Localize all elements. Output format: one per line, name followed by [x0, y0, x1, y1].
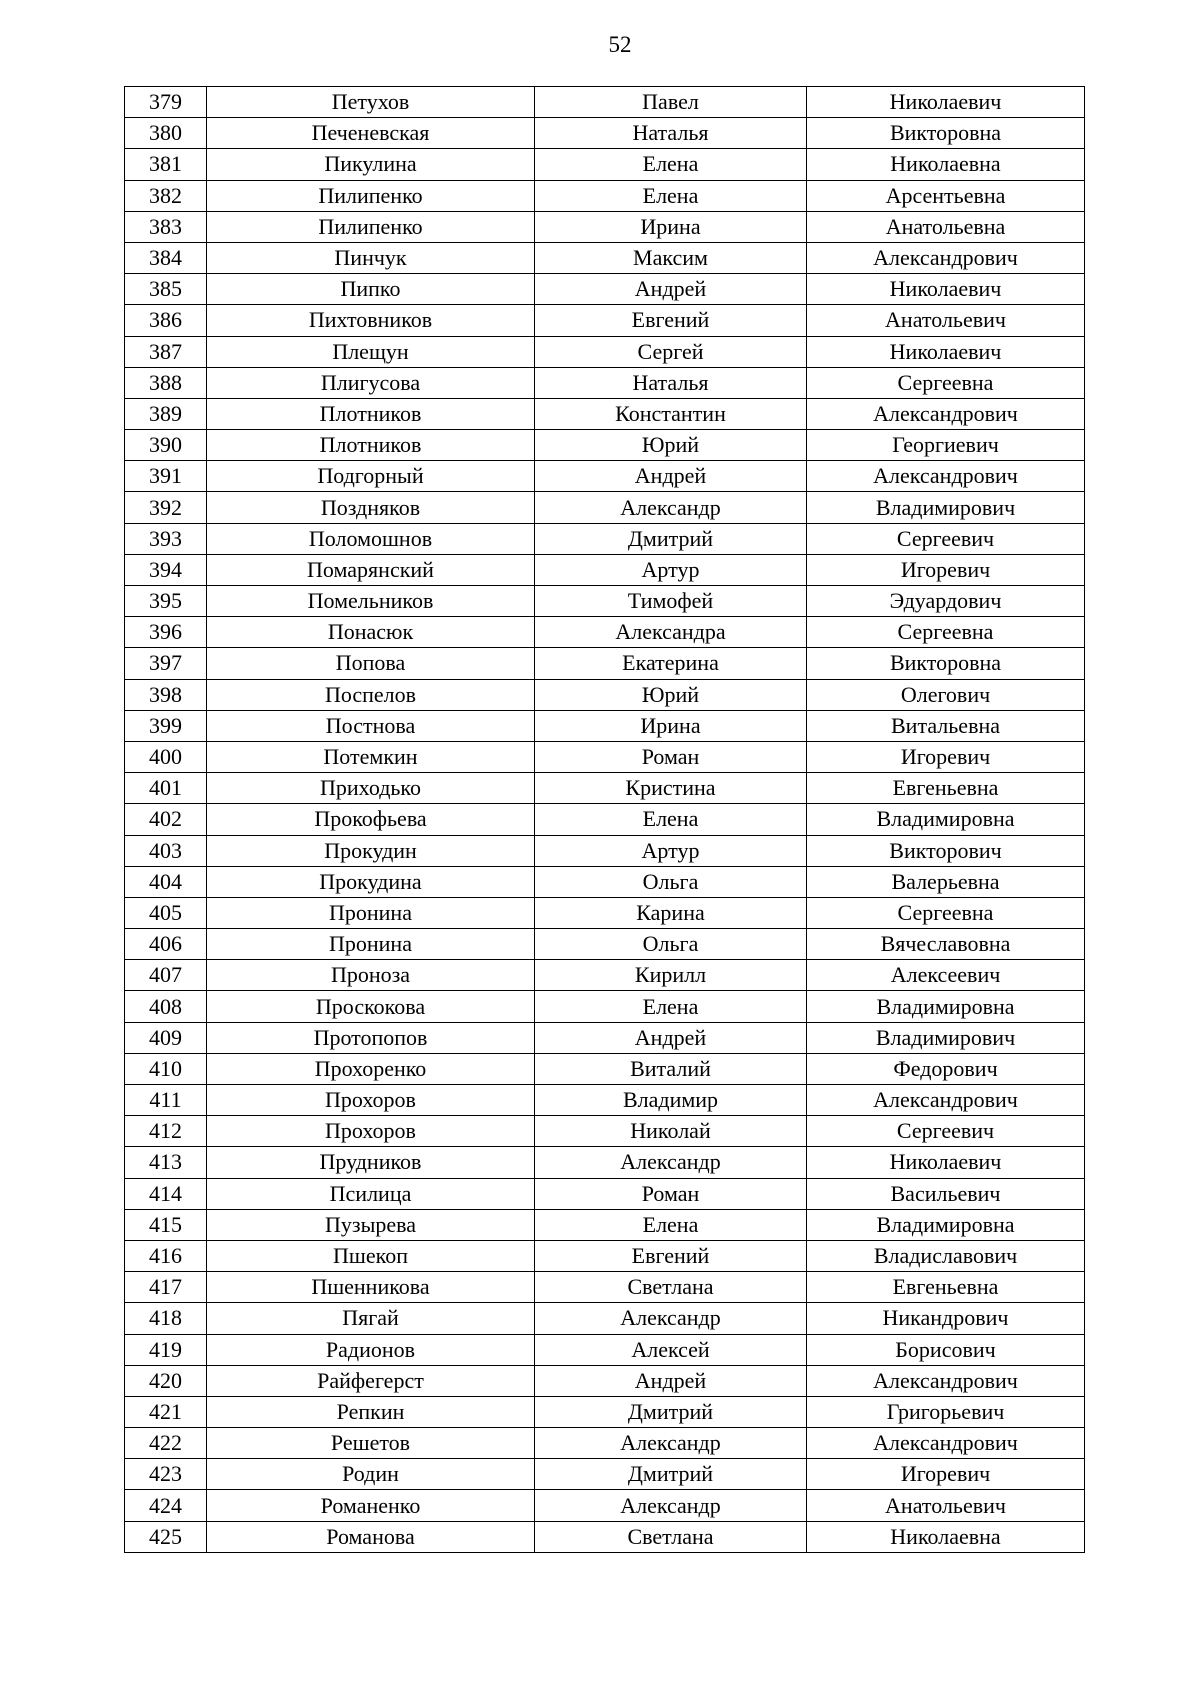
last-name-cell: Пилипенко — [207, 211, 535, 242]
table-row — [125, 430, 1085, 461]
first-name-cell: Елена — [535, 991, 807, 1022]
row-number-cell: 409 — [125, 1022, 207, 1053]
row-number-cell: 386 — [125, 305, 207, 336]
table-row — [125, 461, 1085, 492]
last-name-cell: Пинчук — [207, 242, 535, 273]
table-row — [125, 367, 1085, 398]
row-number-cell: 383 — [125, 211, 207, 242]
table-row — [125, 897, 1085, 928]
patronymic-cell: Александрович — [807, 461, 1085, 492]
last-name-cell: Подгорный — [207, 461, 535, 492]
row-number-cell: 400 — [125, 741, 207, 772]
patronymic-cell: Евгеньевна — [807, 773, 1085, 804]
table-row — [125, 679, 1085, 710]
first-name-cell: Роман — [535, 741, 807, 772]
first-name-cell: Сергей — [535, 336, 807, 367]
first-name-cell: Максим — [535, 242, 807, 273]
last-name-cell: Прохоров — [207, 1085, 535, 1116]
table-row — [125, 960, 1085, 991]
row-number-cell: 404 — [125, 866, 207, 897]
table-row — [125, 211, 1085, 242]
patronymic-cell: Александрович — [807, 398, 1085, 429]
patronymic-cell: Алексеевич — [807, 960, 1085, 991]
first-name-cell: Роман — [535, 1178, 807, 1209]
patronymic-cell: Евгеньевна — [807, 1272, 1085, 1303]
first-name-cell: Андрей — [535, 461, 807, 492]
patronymic-cell: Александрович — [807, 1085, 1085, 1116]
row-number-cell: 419 — [125, 1334, 207, 1365]
first-name-cell: Алексей — [535, 1334, 807, 1365]
first-name-cell: Андрей — [535, 1022, 807, 1053]
table-row — [125, 492, 1085, 523]
row-number-cell: 405 — [125, 897, 207, 928]
last-name-cell: Репкин — [207, 1396, 535, 1427]
patronymic-cell: Никандрович — [807, 1303, 1085, 1334]
last-name-cell: Протопопов — [207, 1022, 535, 1053]
patronymic-cell: Александрович — [807, 242, 1085, 273]
table-row — [125, 1428, 1085, 1459]
last-name-cell: Помарянский — [207, 554, 535, 585]
table-row — [125, 1272, 1085, 1303]
first-name-cell: Александр — [535, 1490, 807, 1521]
last-name-cell: Прокудина — [207, 866, 535, 897]
last-name-cell: Попова — [207, 648, 535, 679]
last-name-cell: Райфегерст — [207, 1365, 535, 1396]
patronymic-cell: Валерьевна — [807, 866, 1085, 897]
first-name-cell: Кристина — [535, 773, 807, 804]
table-row — [125, 242, 1085, 273]
row-number-cell: 410 — [125, 1053, 207, 1084]
last-name-cell: Пягай — [207, 1303, 535, 1334]
first-name-cell: Артур — [535, 835, 807, 866]
patronymic-cell: Сергеевич — [807, 1116, 1085, 1147]
patronymic-cell: Викторовна — [807, 648, 1085, 679]
last-name-cell: Постнова — [207, 710, 535, 741]
patronymic-cell: Владимировна — [807, 991, 1085, 1022]
last-name-cell: Пронина — [207, 929, 535, 960]
first-name-cell: Николай — [535, 1116, 807, 1147]
first-name-cell: Евгений — [535, 1240, 807, 1271]
patronymic-cell: Георгиевич — [807, 430, 1085, 461]
first-name-cell: Александр — [535, 1303, 807, 1334]
table-row — [125, 305, 1085, 336]
last-name-cell: Пшекоп — [207, 1240, 535, 1271]
row-number-cell: 397 — [125, 648, 207, 679]
last-name-cell: Приходько — [207, 773, 535, 804]
table-row — [125, 1459, 1085, 1490]
last-name-cell: Пихтовников — [207, 305, 535, 336]
table-row — [125, 710, 1085, 741]
table-row — [125, 804, 1085, 835]
table-row — [125, 1209, 1085, 1240]
first-name-cell: Андрей — [535, 274, 807, 305]
table-row — [125, 1303, 1085, 1334]
table-row — [125, 1116, 1085, 1147]
row-number-cell: 423 — [125, 1459, 207, 1490]
table-row — [125, 1521, 1085, 1552]
first-name-cell: Ирина — [535, 710, 807, 741]
row-number-cell: 408 — [125, 991, 207, 1022]
last-name-cell: Поздняков — [207, 492, 535, 523]
last-name-cell: Прудников — [207, 1147, 535, 1178]
patronymic-cell: Федорович — [807, 1053, 1085, 1084]
patronymic-cell: Витальевна — [807, 710, 1085, 741]
patronymic-cell: Николаевич — [807, 87, 1085, 118]
first-name-cell: Юрий — [535, 679, 807, 710]
row-number-cell: 391 — [125, 461, 207, 492]
first-name-cell: Дмитрий — [535, 1396, 807, 1427]
table-row — [125, 398, 1085, 429]
last-name-cell: Пшенникова — [207, 1272, 535, 1303]
patronymic-cell: Владимирович — [807, 492, 1085, 523]
first-name-cell: Дмитрий — [535, 1459, 807, 1490]
first-name-cell: Александра — [535, 617, 807, 648]
row-number-cell: 393 — [125, 523, 207, 554]
first-name-cell: Артур — [535, 554, 807, 585]
last-name-cell: Плотников — [207, 430, 535, 461]
patronymic-cell: Вячеславовна — [807, 929, 1085, 960]
row-number-cell: 387 — [125, 336, 207, 367]
table-row — [125, 866, 1085, 897]
row-number-cell: 425 — [125, 1521, 207, 1552]
table-row — [125, 554, 1085, 585]
table-row — [125, 586, 1085, 617]
row-number-cell: 420 — [125, 1365, 207, 1396]
patronymic-cell: Владимировна — [807, 804, 1085, 835]
table-row — [125, 1396, 1085, 1427]
first-name-cell: Юрий — [535, 430, 807, 461]
first-name-cell: Андрей — [535, 1365, 807, 1396]
last-name-cell: Помельников — [207, 586, 535, 617]
table-row — [125, 1085, 1085, 1116]
last-name-cell: Решетов — [207, 1428, 535, 1459]
row-number-cell: 416 — [125, 1240, 207, 1271]
last-name-cell: Романенко — [207, 1490, 535, 1521]
last-name-cell: Пипко — [207, 274, 535, 305]
last-name-cell: Понасюк — [207, 617, 535, 648]
row-number-cell: 389 — [125, 398, 207, 429]
row-number-cell: 414 — [125, 1178, 207, 1209]
table-row — [125, 87, 1085, 118]
row-number-cell: 379 — [125, 87, 207, 118]
row-number-cell: 390 — [125, 430, 207, 461]
patronymic-cell: Сергеевна — [807, 897, 1085, 928]
last-name-cell: Прокудин — [207, 835, 535, 866]
first-name-cell: Ирина — [535, 211, 807, 242]
table-row — [125, 1490, 1085, 1521]
patronymic-cell: Сергеевич — [807, 523, 1085, 554]
first-name-cell: Дмитрий — [535, 523, 807, 554]
row-number-cell: 399 — [125, 710, 207, 741]
row-number-cell: 384 — [125, 242, 207, 273]
first-name-cell: Виталий — [535, 1053, 807, 1084]
row-number-cell: 411 — [125, 1085, 207, 1116]
last-name-cell: Петухов — [207, 87, 535, 118]
patronymic-cell: Александрович — [807, 1428, 1085, 1459]
table-row — [125, 1178, 1085, 1209]
patronymic-cell: Эдуардович — [807, 586, 1085, 617]
row-number-cell: 424 — [125, 1490, 207, 1521]
table-row — [125, 929, 1085, 960]
table-row — [125, 1240, 1085, 1271]
patronymic-cell: Борисович — [807, 1334, 1085, 1365]
last-name-cell: Псилица — [207, 1178, 535, 1209]
roster-table-body — [125, 87, 1085, 1553]
row-number-cell: 421 — [125, 1396, 207, 1427]
table-row — [125, 118, 1085, 149]
patronymic-cell: Игоревич — [807, 1459, 1085, 1490]
table-row — [125, 991, 1085, 1022]
patronymic-cell: Сергеевна — [807, 617, 1085, 648]
patronymic-cell: Николаевна — [807, 149, 1085, 180]
row-number-cell: 403 — [125, 835, 207, 866]
table-row — [125, 648, 1085, 679]
row-number-cell: 407 — [125, 960, 207, 991]
row-number-cell: 415 — [125, 1209, 207, 1240]
row-number-cell: 396 — [125, 617, 207, 648]
patronymic-cell: Викторовна — [807, 118, 1085, 149]
first-name-cell: Кирилл — [535, 960, 807, 991]
table-row — [125, 274, 1085, 305]
patronymic-cell: Игоревич — [807, 741, 1085, 772]
last-name-cell: Пилипенко — [207, 180, 535, 211]
table-row — [125, 835, 1085, 866]
row-number-cell: 394 — [125, 554, 207, 585]
last-name-cell: Пронина — [207, 897, 535, 928]
first-name-cell: Тимофей — [535, 586, 807, 617]
patronymic-cell: Арсентьевна — [807, 180, 1085, 211]
last-name-cell: Пикулина — [207, 149, 535, 180]
last-name-cell: Прокофьева — [207, 804, 535, 835]
row-number-cell: 417 — [125, 1272, 207, 1303]
last-name-cell: Пузырева — [207, 1209, 535, 1240]
table-row — [125, 773, 1085, 804]
first-name-cell: Елена — [535, 180, 807, 211]
patronymic-cell: Григорьевич — [807, 1396, 1085, 1427]
row-number-cell: 385 — [125, 274, 207, 305]
patronymic-cell: Анатольевич — [807, 305, 1085, 336]
table-row — [125, 336, 1085, 367]
last-name-cell: Прохоренко — [207, 1053, 535, 1084]
first-name-cell: Ольга — [535, 866, 807, 897]
first-name-cell: Елена — [535, 804, 807, 835]
patronymic-cell: Владиславович — [807, 1240, 1085, 1271]
first-name-cell: Наталья — [535, 118, 807, 149]
first-name-cell: Светлана — [535, 1272, 807, 1303]
table-row — [125, 1022, 1085, 1053]
table-row — [125, 1053, 1085, 1084]
first-name-cell: Светлана — [535, 1521, 807, 1552]
last-name-cell: Плотников — [207, 398, 535, 429]
row-number-cell: 382 — [125, 180, 207, 211]
first-name-cell: Павел — [535, 87, 807, 118]
last-name-cell: Поспелов — [207, 679, 535, 710]
row-number-cell: 395 — [125, 586, 207, 617]
first-name-cell: Ольга — [535, 929, 807, 960]
table-row — [125, 149, 1085, 180]
page-number: 52 — [608, 32, 632, 57]
row-number-cell: 418 — [125, 1303, 207, 1334]
last-name-cell: Романова — [207, 1521, 535, 1552]
patronymic-cell: Николаевна — [807, 1521, 1085, 1552]
row-number-cell: 422 — [125, 1428, 207, 1459]
patronymic-cell: Александрович — [807, 1365, 1085, 1396]
last-name-cell: Потемкин — [207, 741, 535, 772]
patronymic-cell: Анатольевна — [807, 211, 1085, 242]
table-row — [125, 617, 1085, 648]
patronymic-cell: Васильевич — [807, 1178, 1085, 1209]
table-row — [125, 180, 1085, 211]
last-name-cell: Проскокова — [207, 991, 535, 1022]
last-name-cell: Плещун — [207, 336, 535, 367]
patronymic-cell: Николаевич — [807, 274, 1085, 305]
table-row — [125, 741, 1085, 772]
table-row — [125, 1147, 1085, 1178]
last-name-cell: Плигусова — [207, 367, 535, 398]
patronymic-cell: Владимирович — [807, 1022, 1085, 1053]
row-number-cell: 402 — [125, 804, 207, 835]
row-number-cell: 412 — [125, 1116, 207, 1147]
first-name-cell: Константин — [535, 398, 807, 429]
table-row — [125, 523, 1085, 554]
first-name-cell: Елена — [535, 1209, 807, 1240]
patronymic-cell: Анатольевич — [807, 1490, 1085, 1521]
patronymic-cell: Николаевич — [807, 1147, 1085, 1178]
row-number-cell: 392 — [125, 492, 207, 523]
last-name-cell: Радионов — [207, 1334, 535, 1365]
row-number-cell: 413 — [125, 1147, 207, 1178]
first-name-cell: Александр — [535, 492, 807, 523]
row-number-cell: 380 — [125, 118, 207, 149]
patronymic-cell: Николаевич — [807, 336, 1085, 367]
first-name-cell: Александр — [535, 1147, 807, 1178]
first-name-cell: Александр — [535, 1428, 807, 1459]
roster-table — [124, 86, 1085, 1553]
first-name-cell: Владимир — [535, 1085, 807, 1116]
first-name-cell: Наталья — [535, 367, 807, 398]
first-name-cell: Карина — [535, 897, 807, 928]
row-number-cell: 381 — [125, 149, 207, 180]
table-row — [125, 1365, 1085, 1396]
first-name-cell: Евгений — [535, 305, 807, 336]
last-name-cell: Проноза — [207, 960, 535, 991]
table-row — [125, 1334, 1085, 1365]
patronymic-cell: Владимировна — [807, 1209, 1085, 1240]
patronymic-cell: Сергеевна — [807, 367, 1085, 398]
row-number-cell: 388 — [125, 367, 207, 398]
first-name-cell: Елена — [535, 149, 807, 180]
last-name-cell: Прохоров — [207, 1116, 535, 1147]
patronymic-cell: Викторович — [807, 835, 1085, 866]
last-name-cell: Поломошнов — [207, 523, 535, 554]
last-name-cell: Родин — [207, 1459, 535, 1490]
row-number-cell: 398 — [125, 679, 207, 710]
first-name-cell: Екатерина — [535, 648, 807, 679]
row-number-cell: 406 — [125, 929, 207, 960]
row-number-cell: 401 — [125, 773, 207, 804]
patronymic-cell: Олегович — [807, 679, 1085, 710]
patronymic-cell: Игоревич — [807, 554, 1085, 585]
last-name-cell: Печеневская — [207, 118, 535, 149]
